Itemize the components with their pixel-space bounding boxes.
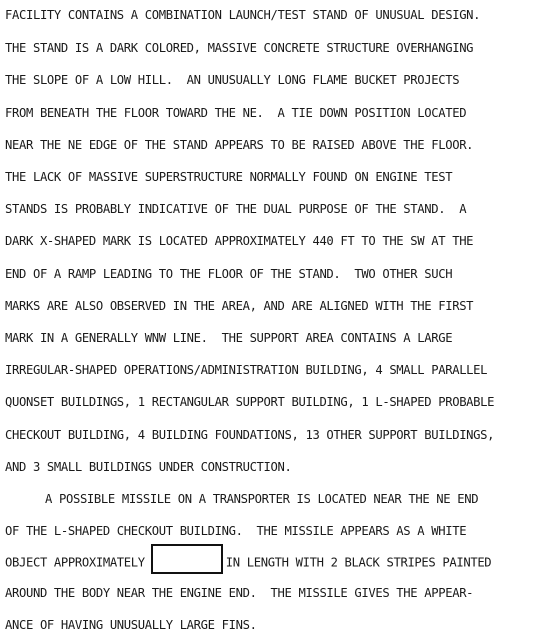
text-line: MARKS ARE ALSO OBSERVED IN THE AREA, AND ARE ALIGNED WITH THE FIRST [5, 299, 474, 313]
text-line: CHECKOUT BUILDING, 4 BUILDING FOUNDATIONS, 13 OTHER SUPPORT BUILDINGS, [5, 428, 495, 442]
text-segment: OBJECT APPROXIMATELY [5, 555, 145, 570]
text-line: MARK IN A GENERALLY WNW LINE. THE SUPPORT AREA CONTAINS A LARGE [5, 331, 453, 345]
text-line: AND 3 SMALL BUILDINGS UNDER CONSTRUCTION. [5, 460, 292, 474]
text-line: THE STAND IS A DARK COLORED, MASSIVE CONCRETE STRUCTURE OVERHANGING [5, 41, 474, 55]
text-segment: IN LENGTH WITH 2 BLACK STRIPES PAINTED [225, 555, 492, 570]
text-line: DARK X-SHAPED MARK IS LOCATED APPROXIMATELY 440 FT TO THE SW AT THE [5, 234, 474, 248]
text-line: NEAR THE NE EDGE OF THE STAND APPEARS TO BE RAISED ABOVE THE FLOOR. [5, 138, 474, 152]
text-line: A POSSIBLE MISSILE ON A TRANSPORTER IS LOCATED NEAR THE NE END [45, 492, 479, 506]
text-line: FROM BENEATH THE FLOOR TOWARD THE NE. A TIE DOWN POSITION LOCATED [5, 106, 467, 120]
text-line: STANDS IS PROBABLY INDICATIVE OF THE DUAL PURPOSE OF THE STAND. A [5, 202, 467, 216]
text-line: IRREGULAR-SHAPED OPERATIONS/ADMINISTRATION BUILDING, 4 SMALL PARALLEL [5, 363, 488, 377]
text-line: OF THE L-SHAPED CHECKOUT BUILDING. THE MISSILE APPEARS AS A WHITE [5, 524, 467, 538]
text-line: FACILITY CONTAINS A COMBINATION LAUNCH/TEST STAND OF UNUSUAL DESIGN. [5, 8, 481, 22]
redaction-box [151, 544, 223, 574]
text-line: THE LACK OF MASSIVE SUPERSTRUCTURE NORMALLY FOUND ON ENGINE TEST [5, 170, 453, 184]
text-line: ANCE OF HAVING UNUSUALLY LARGE FINS. [5, 618, 257, 632]
text-line: QUONSET BUILDINGS, 1 RECTANGULAR SUPPORT BUILDING, 1 L-SHAPED PROBABLE [5, 395, 495, 409]
text-line: END OF A RAMP LEADING TO THE FLOOR OF THE STAND. TWO OTHER SUCH [5, 267, 453, 281]
text-line: THE SLOPE OF A LOW HILL. AN UNUSUALLY LONG FLAME BUCKET PROJECTS [5, 73, 460, 87]
text-line: AROUND THE BODY NEAR THE ENGINE END. THE MISSILE GIVES THE APPEAR- [5, 586, 474, 600]
text-line-with-redaction [5, 552, 491, 568]
